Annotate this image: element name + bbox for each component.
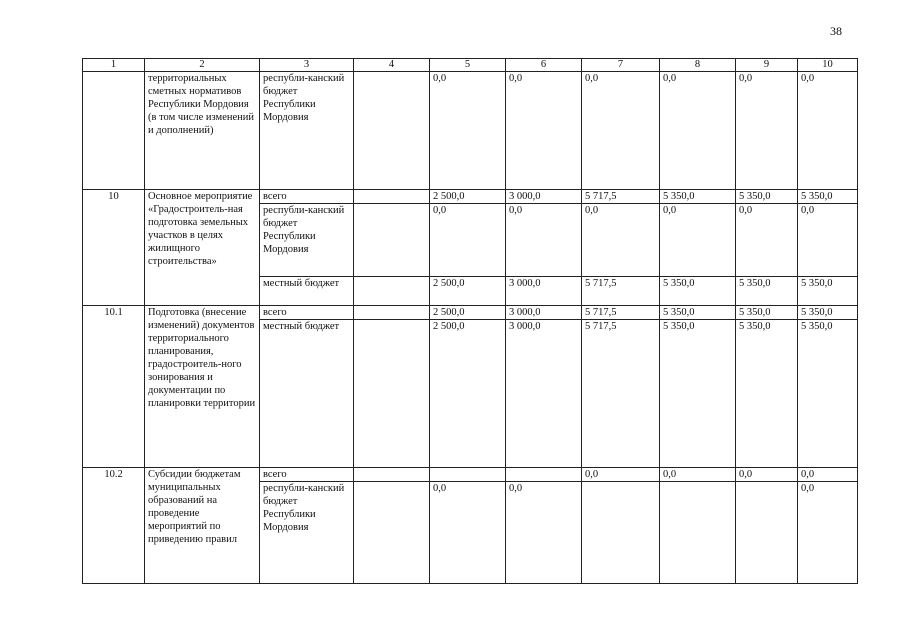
value-cell bbox=[354, 468, 430, 482]
value-cell: 5 717,5 bbox=[582, 277, 660, 306]
value-cell: 0,0 bbox=[430, 72, 506, 190]
value-cell: 0,0 bbox=[660, 468, 736, 482]
value-cell bbox=[354, 482, 430, 584]
value-cell: 5 350,0 bbox=[660, 190, 736, 204]
table-row bbox=[83, 468, 858, 482]
value-cell bbox=[430, 468, 506, 482]
funding-source: местный бюджет bbox=[260, 320, 354, 468]
column-number-row bbox=[83, 59, 858, 72]
value-cell: 0,0 bbox=[582, 468, 660, 482]
column-header: 8 bbox=[660, 59, 736, 72]
value-cell: 5 350,0 bbox=[736, 306, 798, 320]
value-cell: 2 500,0 bbox=[430, 190, 506, 204]
value-cell: 5 350,0 bbox=[660, 320, 736, 468]
value-cell bbox=[354, 190, 430, 204]
value-cell: 0,0 bbox=[736, 468, 798, 482]
funding-source: республи-канский бюджет Республики Мордовия bbox=[260, 72, 354, 190]
value-cell: 0,0 bbox=[660, 204, 736, 277]
value-cell: 0,0 bbox=[798, 468, 858, 482]
value-cell: 3 000,0 bbox=[506, 306, 582, 320]
row-name: Основное мероприятие «Градостроитель-ная подготовка земельных участков в целях жилищного строительства» bbox=[145, 190, 260, 306]
value-cell: 0,0 bbox=[506, 204, 582, 277]
value-cell: 5 717,5 bbox=[582, 320, 660, 468]
value-cell: 3 000,0 bbox=[506, 277, 582, 306]
value-cell bbox=[354, 277, 430, 306]
value-cell: 0,0 bbox=[430, 204, 506, 277]
funding-source: местный бюджет bbox=[260, 277, 354, 306]
value-cell: 0,0 bbox=[430, 482, 506, 584]
funding-source: всего bbox=[260, 306, 354, 320]
value-cell bbox=[354, 320, 430, 468]
value-cell: 5 350,0 bbox=[736, 320, 798, 468]
value-cell: 0,0 bbox=[798, 72, 858, 190]
value-cell: 0,0 bbox=[582, 204, 660, 277]
value-cell: 5 350,0 bbox=[660, 306, 736, 320]
column-header: 2 bbox=[145, 59, 260, 72]
value-cell: 0,0 bbox=[736, 72, 798, 190]
row-number: 10 bbox=[83, 190, 145, 306]
value-cell bbox=[354, 204, 430, 277]
value-cell: 2 500,0 bbox=[430, 277, 506, 306]
value-cell bbox=[660, 482, 736, 584]
row-name: Субсидии бюджетам муниципальных образований на проведение мероприятий по приведению правил bbox=[145, 468, 260, 584]
row-number: 10.1 bbox=[83, 306, 145, 468]
column-header: 6 bbox=[506, 59, 582, 72]
table-row bbox=[83, 72, 858, 190]
value-cell: 0,0 bbox=[798, 204, 858, 277]
row-number bbox=[83, 72, 145, 190]
value-cell: 5 350,0 bbox=[798, 306, 858, 320]
row-name: территориальных сметных нормативов Республики Мордовия (в том числе изменений и дополнений) bbox=[145, 72, 260, 190]
column-header: 1 bbox=[83, 59, 145, 72]
value-cell: 0,0 bbox=[798, 482, 858, 584]
value-cell: 0,0 bbox=[506, 72, 582, 190]
funding-source: всего bbox=[260, 190, 354, 204]
table-row bbox=[83, 190, 858, 204]
value-cell: 5 350,0 bbox=[798, 190, 858, 204]
funding-source: всего bbox=[260, 468, 354, 482]
row-name: Подготовка (внесение изменений) документов территориального планирования, градостроитель-ного зонирования и документации по планировки территории bbox=[145, 306, 260, 468]
value-cell: 5 350,0 bbox=[660, 277, 736, 306]
value-cell: 5 350,0 bbox=[798, 277, 858, 306]
value-cell: 5 717,5 bbox=[582, 190, 660, 204]
value-cell: 0,0 bbox=[506, 482, 582, 584]
value-cell: 5 350,0 bbox=[736, 190, 798, 204]
value-cell: 2 500,0 bbox=[430, 320, 506, 468]
value-cell: 5 350,0 bbox=[736, 277, 798, 306]
column-header: 9 bbox=[736, 59, 798, 72]
value-cell bbox=[354, 306, 430, 320]
table-row bbox=[83, 306, 858, 320]
row-number: 10.2 bbox=[83, 468, 145, 584]
value-cell: 5 717,5 bbox=[582, 306, 660, 320]
value-cell: 3 000,0 bbox=[506, 320, 582, 468]
value-cell: 2 500,0 bbox=[430, 306, 506, 320]
column-header: 7 bbox=[582, 59, 660, 72]
column-header: 5 bbox=[430, 59, 506, 72]
budget-table bbox=[82, 58, 858, 584]
column-header: 4 bbox=[354, 59, 430, 72]
value-cell bbox=[354, 72, 430, 190]
value-cell bbox=[736, 482, 798, 584]
value-cell bbox=[582, 482, 660, 584]
value-cell: 0,0 bbox=[660, 72, 736, 190]
funding-source: республи-канский бюджет Республики Мордовия bbox=[260, 482, 354, 584]
page-number: 38 bbox=[830, 24, 842, 38]
value-cell bbox=[506, 468, 582, 482]
funding-source: республи-канский бюджет Республики Мордовия bbox=[260, 204, 354, 277]
column-header: 3 bbox=[260, 59, 354, 72]
column-header: 10 bbox=[798, 59, 858, 72]
value-cell: 3 000,0 bbox=[506, 190, 582, 204]
value-cell: 0,0 bbox=[582, 72, 660, 190]
value-cell: 0,0 bbox=[736, 204, 798, 277]
value-cell: 5 350,0 bbox=[798, 320, 858, 468]
